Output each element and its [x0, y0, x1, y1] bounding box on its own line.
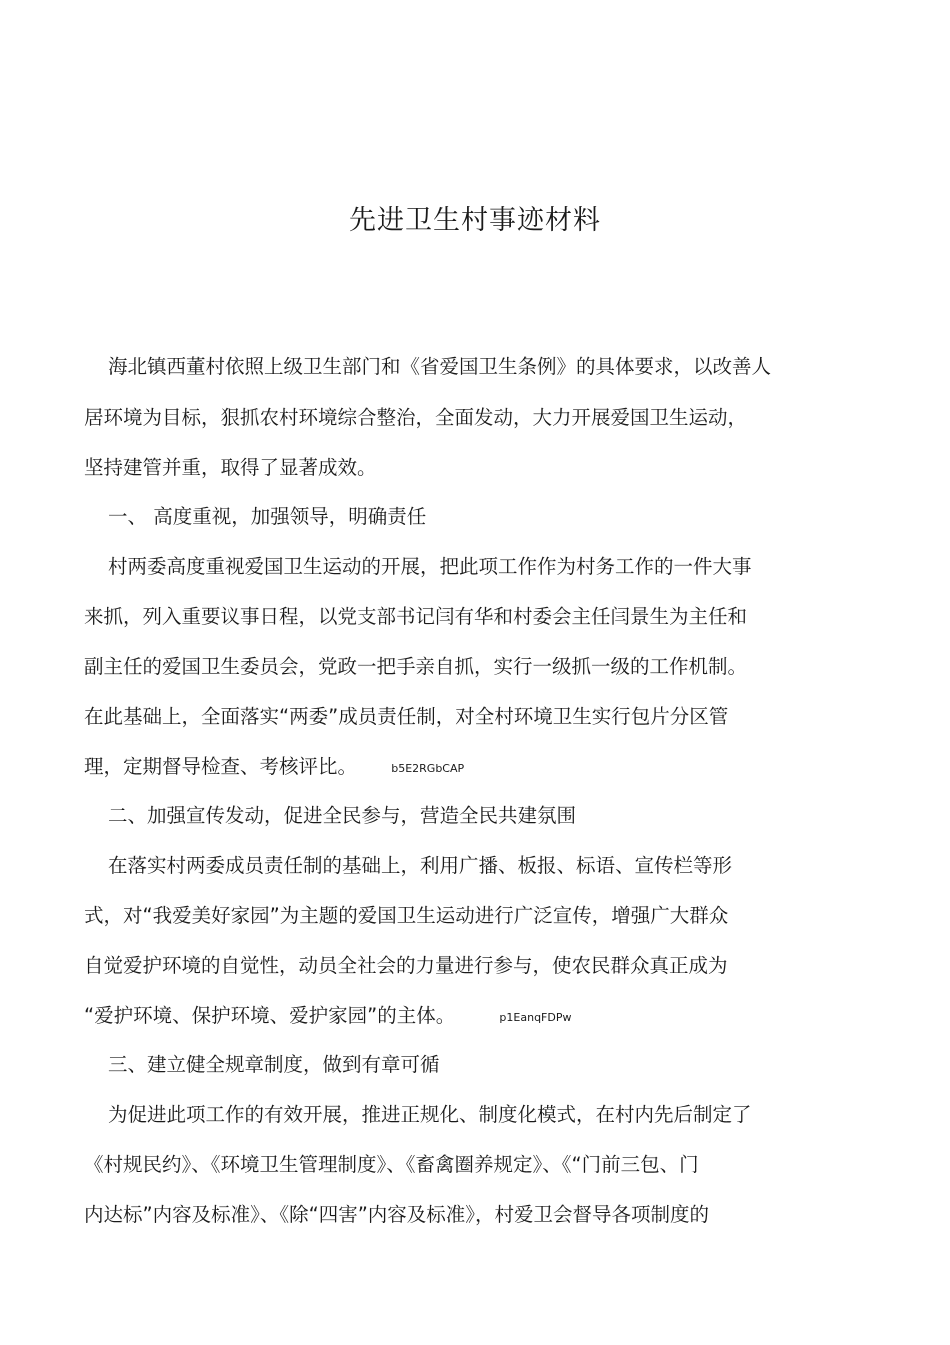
section-2-line-4: “爱护环境、保护环境、爱护家园”的主体。 — [84, 1004, 456, 1027]
section-3-line-1: 为促进此项工作的有效开展，推进正规化、制度化模式，在村内先后制定了 — [108, 1103, 752, 1126]
section-2-line-2: 式，对“我爱美好家园”为主题的爱国卫生运动进行广泛宣传，增强广大群众 — [84, 904, 729, 927]
section-2-code: p1EanqFDPw — [499, 1011, 572, 1024]
section-2-line-1: 在落实村两委成员责任制的基础上，利用广播、板报、标语、宣传栏等形 — [108, 854, 733, 877]
section-2-line-4-row — [84, 1002, 571, 1033]
section-2-line-3: 自觉爱护环境的自觉性，动员全社会的力量进行参与，使农民群众真正成为 — [84, 954, 728, 977]
section-3-heading: 三、建立健全规章制度，做到有章可循 — [108, 1053, 440, 1076]
section-1-heading: 一、 高度重视，加强领导，明确责任 — [108, 505, 427, 528]
section-1-line-4: 在此基础上，全面落实“两委”成员责任制，对全村环境卫生实行包片分区管 — [84, 705, 729, 728]
section-1-line-3: 副主任的爱国卫生委员会，党政一把手亲自抓，实行一级抓一级的工作机制。 — [84, 655, 748, 678]
section-1-line-2: 来抓，列入重要议事日程，以党支部书记闫有华和村委会主任闫景生为主任和 — [84, 605, 748, 628]
section-1-line-5-row — [84, 753, 464, 784]
intro-line-3: 坚持建管并重，取得了显著成效。 — [84, 456, 377, 479]
section-1-code: b5E2RGbCAP — [391, 762, 465, 775]
section-1-line-5: 理，定期督导检查、考核评比。 — [84, 755, 358, 778]
section-2-heading: 二、加强宣传发动，促进全民参与，营造全民共建氛围 — [108, 804, 577, 827]
intro-line-1: 海北镇西董村依照上级卫生部门和《省爱国卫生条例》的具体要求，以改善人 — [108, 355, 772, 378]
section-3-line-3: 内达标”内容及标准》、《除“四害”内容及标准》，村爱卫会督导各项制度的 — [84, 1203, 710, 1226]
section-3-line-2: 《村规民约》、《环境卫生管理制度》、《畜禽圈养规定》、《“门前三包、门 — [84, 1153, 699, 1176]
section-1-line-1: 村两委高度重视爱国卫生运动的开展，把此项工作作为村务工作的一件大事 — [108, 555, 752, 578]
document-title: 先进卫生村事迹材料 — [349, 205, 601, 236]
intro-line-2: 居环境为目标，狠抓农村环境综合整治，全面发动，大力开展爱国卫生运动， — [84, 406, 748, 429]
